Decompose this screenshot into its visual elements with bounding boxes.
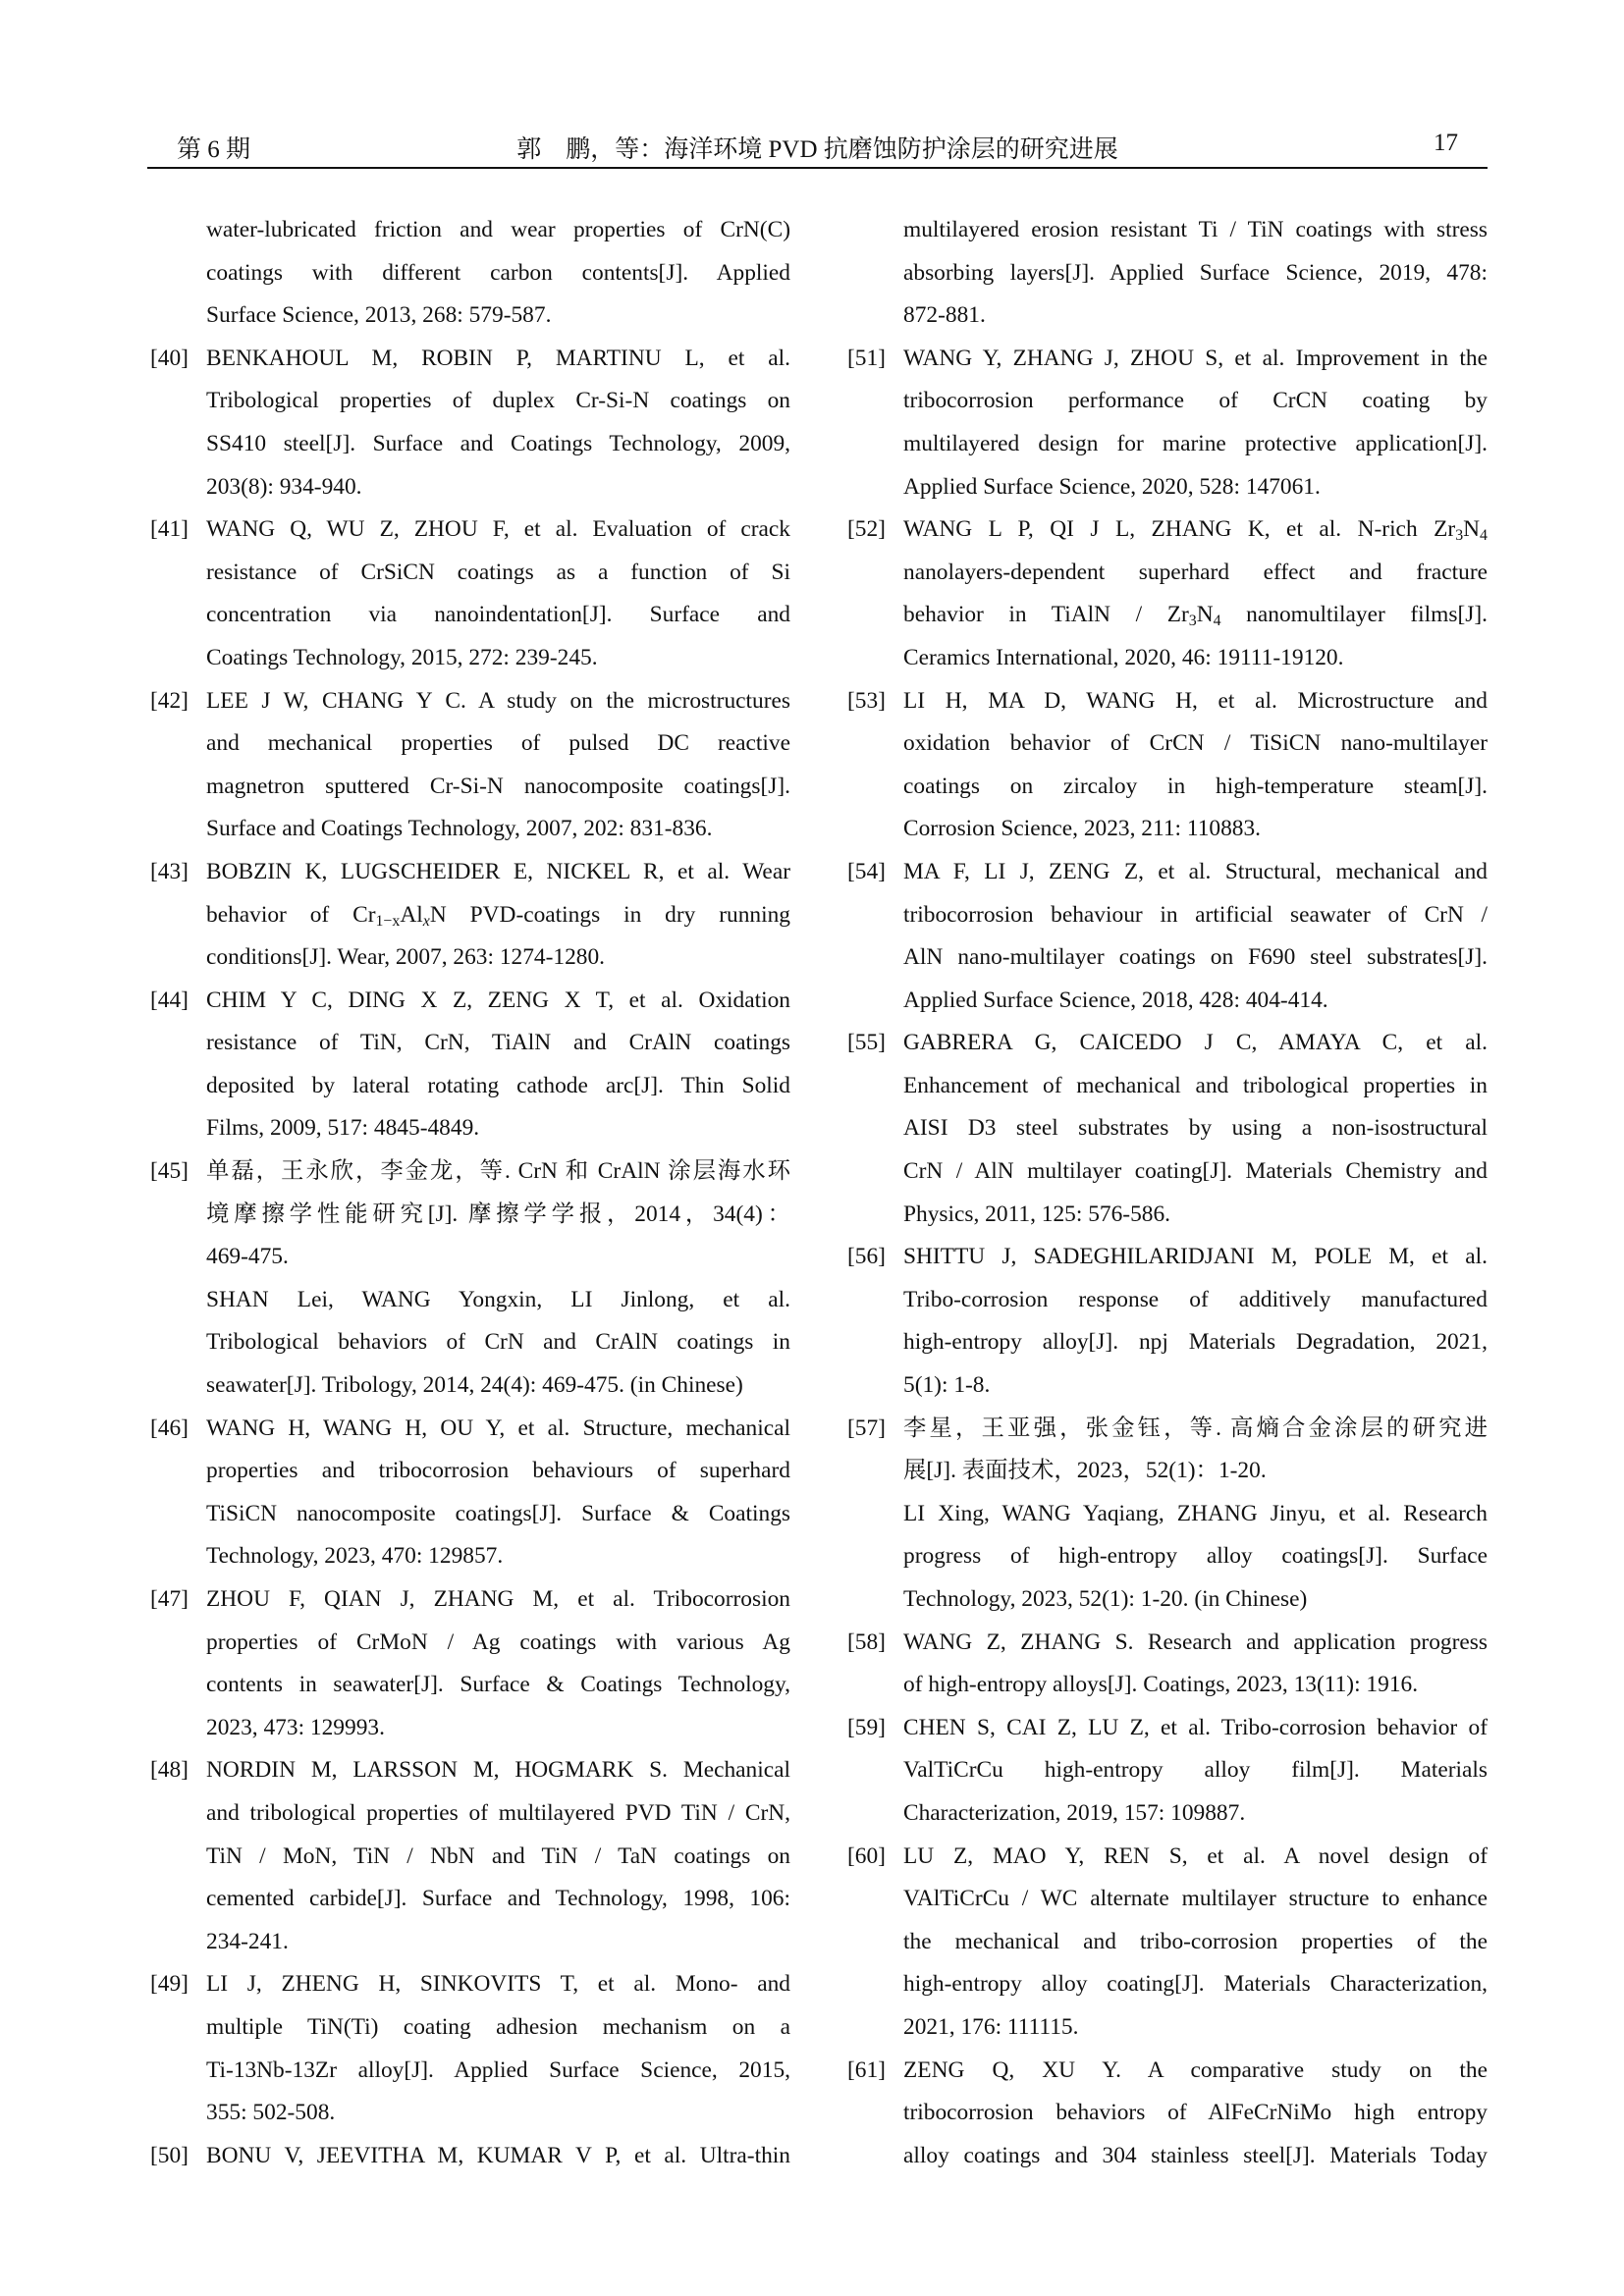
reference-number: [58] <box>847 1629 886 1655</box>
page-number: 17 <box>1434 130 1458 156</box>
reference-line: TiN / MoN, TiN / NbN and TiN / TaN coatings on <box>206 1842 790 1869</box>
reference-line: 2023, 473: 129993. <box>206 1714 385 1740</box>
reference-line: GABRERA G, CAICEDO J C, AMAYA C, et al. <box>903 1030 1488 1056</box>
reference-line: tribocorrosion behaviour in artificial seawater of CrN / <box>903 901 1488 928</box>
reference-line: resistance of CrSiCN coatings as a function of Si <box>206 559 790 585</box>
reference-number: [53] <box>847 687 886 714</box>
reference-40 <box>150 338 790 508</box>
reference-line: tribocorrosion performance of CrCN coating by <box>903 388 1488 414</box>
reference-line: WANG Z, ZHANG S. Research and application progress <box>903 1629 1488 1655</box>
reference-line: Films, 2009, 517: 4845-4849. <box>206 1115 480 1142</box>
reference-line: Characterization, 2019, 157: 109887. <box>903 1799 1246 1826</box>
reference-line: tribocorrosion behaviors of AlFeCrNiMo high entropy <box>903 2100 1488 2126</box>
reference-line: high-entropy alloy coating[J]. Materials Characterization, <box>903 1971 1488 1998</box>
reference-line: coatings with different carbon contents[J]. Applied <box>206 259 790 286</box>
reference-57 <box>847 1408 1488 1622</box>
reference-line: properties of CrMoN / Ag coatings with various Ag <box>206 1629 790 1655</box>
reference-line: 境摩擦学性能研究[J]. 摩擦学学报，2014，34(4)： <box>206 1201 790 1227</box>
reference-number: [42] <box>150 687 189 714</box>
reference-line: contents in seawater[J]. Surface & Coatings Technology, <box>206 1672 790 1698</box>
reference-line: Surface and Coatings Technology, 2007, 202: 831-836. <box>206 816 713 842</box>
reference-line: properties and tribocorrosion behaviours of superhard <box>206 1458 790 1484</box>
reference-line: behavior in TiAlN / $Zr_3N_4$ nanomultilayer films[J]. <box>903 602 1488 630</box>
reference-line: behavior of $Cr_{1-x}Al_xN$ PVD-coatings in dry running <box>206 901 790 930</box>
reference-39-continued <box>150 209 790 338</box>
reference-line: 展[J]. 表面技术，2023，52(1)：1-20. <box>903 1458 1267 1484</box>
reference-line: 355: 502-508. <box>206 2100 336 2126</box>
reference-line: and tribological properties of multilayered PVD TiN / CrN, <box>206 1799 790 1826</box>
reference-line: LI J, ZHENG H, SINKOVITS T, et al. Mono- and <box>206 1971 790 1998</box>
reference-53 <box>847 680 1488 851</box>
reference-line: high-entropy alloy[J]. npj Materials Degradation, 2021, <box>903 1329 1488 1356</box>
reference-line: water-lubricated friction and wear properties of CrN(C) <box>206 217 790 242</box>
reference-line: NORDIN M, LARSSON M, HOGMARK S. Mechanical <box>206 1757 790 1784</box>
reference-60 <box>847 1836 1488 2050</box>
reference-50-continued <box>847 209 1488 338</box>
right-column <box>847 209 1488 2177</box>
reference-line: Physics, 2011, 125: 576-586. <box>903 1201 1171 1227</box>
reference-line: BONU V, JEEVITHA M, KUMAR V P, et al. Ultra-thin <box>206 2142 790 2168</box>
reference-line: multilayered design for marine protective application[J]. <box>903 430 1488 456</box>
reference-line: TiSiCN nanocomposite coatings[J]. Surface & Coatings <box>206 1500 790 1526</box>
left-column <box>150 209 790 2177</box>
reference-line: BOBZIN K, LUGSCHEIDER E, NICKEL R, et al. Wear <box>206 858 790 884</box>
reference-59 <box>847 1707 1488 1836</box>
reference-line: AISI D3 steel substrates by using a non-isostructural <box>903 1115 1488 1142</box>
reference-line: oxidation behavior of CrCN / TiSiCN nano-multilayer <box>903 730 1488 757</box>
issue-label: 第 6 期 <box>177 136 251 163</box>
reference-line: Tribo-corrosion response of additively manufactured <box>903 1286 1488 1312</box>
reference-line: Applied Surface Science, 2018, 428: 404-414. <box>903 987 1328 1013</box>
reference-line: 李星，王亚强，张金钰，等. 高熵合金涂层的研究进 <box>903 1415 1488 1441</box>
reference-number: [60] <box>847 1842 886 1869</box>
reference-line: progress of high-entropy alloy coatings[J]. Surface <box>903 1543 1488 1570</box>
reference-line: and mechanical properties of pulsed DC reactive <box>206 730 790 757</box>
reference-line: MA F, LI J, ZENG Z, et al. Structural, mechanical and <box>903 858 1488 884</box>
reference-line: CrN / AlN multilayer coating[J]. Materials Chemistry and <box>903 1158 1488 1185</box>
header-rule <box>147 167 1488 169</box>
reference-number: [59] <box>847 1714 886 1740</box>
reference-line: Technology, 2023, 52(1): 1-20. (in Chinese) <box>903 1586 1308 1612</box>
reference-line: BENKAHOUL M, ROBIN P, MARTINU L, et al. <box>206 345 790 371</box>
reference-line: Technology, 2023, 470: 129857. <box>206 1543 504 1570</box>
reference-line: WANG L P, QI J L, ZHANG K, et al. N-rich $Zr_3N_4$ <box>903 516 1488 545</box>
reference-55 <box>847 1022 1488 1236</box>
reference-line: VAlTiCrCu / WC alternate multilayer structure to enhance <box>903 1886 1488 1912</box>
reference-number: [48] <box>150 1757 189 1784</box>
reference-56 <box>847 1236 1488 1407</box>
reference-41 <box>150 508 790 679</box>
reference-42 <box>150 680 790 851</box>
reference-line: Enhancement of mechanical and tribological properties in <box>903 1072 1488 1098</box>
reference-line: ValTiCrCu high-entropy alloy film[J]. Materials <box>903 1757 1488 1784</box>
reference-61 <box>847 2050 1488 2178</box>
reference-number: [61] <box>847 2056 886 2083</box>
reference-52 <box>847 508 1488 679</box>
reference-50 <box>150 2135 790 2178</box>
reference-line: ZHOU F, QIAN J, ZHANG M, et al. Tribocorrosion <box>206 1586 790 1612</box>
reference-44 <box>150 980 790 1150</box>
reference-line: AlN nano-multilayer coatings on F690 steel substrates[J]. <box>903 944 1488 971</box>
reference-43 <box>150 851 790 980</box>
reference-line: SHAN Lei, WANG Yongxin, LI Jinlong, et al. <box>206 1286 790 1312</box>
reference-line: Corrosion Science, 2023, 211: 110883. <box>903 816 1262 842</box>
reference-line: Tribological behaviors of CrN and CrAlN coatings in <box>206 1329 790 1356</box>
reference-number: [50] <box>150 2142 189 2168</box>
reference-line: 2021, 176: 111115. <box>903 2013 1079 2040</box>
reference-line: LU Z, MAO Y, REN S, et al. A novel design of <box>903 1842 1488 1869</box>
reference-49 <box>150 1963 790 2134</box>
reference-line: resistance of TiN, CrN, TiAlN and CrAlN coatings <box>206 1030 790 1056</box>
reference-51 <box>847 338 1488 508</box>
reference-line: the mechanical and tribo-corrosion properties of the <box>903 1928 1488 1954</box>
reference-line: Applied Surface Science, 2020, 528: 147061. <box>903 473 1321 500</box>
reference-line: 234-241. <box>206 1928 289 1954</box>
reference-line: deposited by lateral rotating cathode arc[J]. Thin Solid <box>206 1072 790 1098</box>
reference-number: [49] <box>150 1971 189 1998</box>
reference-line: SHITTU J, SADEGHILARIDJANI M, POLE M, et al. <box>903 1244 1488 1270</box>
reference-number: [45] <box>150 1158 189 1185</box>
reference-line: ZENG Q, XU Y. A comparative study on the <box>903 2056 1488 2083</box>
reference-line: Ti-13Nb-13Zr alloy[J]. Applied Surface Science, 2015, <box>206 2056 790 2083</box>
reference-line: cemented carbide[J]. Surface and Technology, 1998, 106: <box>206 1886 790 1912</box>
reference-line: 203(8): 934-940. <box>206 473 362 500</box>
reference-line: multilayered erosion resistant Ti / TiN coatings with stress <box>903 217 1488 242</box>
reference-line: WANG H, WANG H, OU Y, et al. Structure, mechanical <box>206 1415 790 1441</box>
running-title: 郭 鹏，等：海洋环境 PVD 抗磨蚀防护涂层的研究进展 <box>516 136 1118 163</box>
reference-48 <box>150 1749 790 1963</box>
reference-line: multiple TiN(Ti) coating adhesion mechanism on a <box>206 2013 790 2040</box>
reference-46 <box>150 1408 790 1578</box>
reference-number: [47] <box>150 1586 189 1612</box>
reference-line: alloy coatings and 304 stainless steel[J]. Materials Today <box>903 2142 1488 2168</box>
reference-number: [43] <box>150 858 189 884</box>
reference-number: [54] <box>847 858 886 884</box>
reference-line: absorbing layers[J]. Applied Surface Science, 2019, 478: <box>903 259 1488 286</box>
reference-line: CHEN S, CAI Z, LU Z, et al. Tribo-corrosion behavior of <box>903 1714 1488 1740</box>
reference-line: LI H, MA D, WANG H, et al. Microstructure and <box>903 687 1488 714</box>
reference-line: LI Xing, WANG Yaqiang, ZHANG Jinyu, et al. Research <box>903 1500 1488 1526</box>
reference-number: [41] <box>150 516 189 543</box>
reference-line: magnetron sputtered Cr-Si-N nanocomposite coatings[J]. <box>206 773 790 799</box>
reference-line: WANG Y, ZHANG J, ZHOU S, et al. Improvement in the <box>903 345 1488 371</box>
reference-line: 872-881. <box>903 302 986 329</box>
reference-line: SS410 steel[J]. Surface and Coatings Technology, 2009, <box>206 430 790 456</box>
reference-line: Surface Science, 2013, 268: 579-587. <box>206 302 552 329</box>
reference-line: CHIM Y C, DING X Z, ZENG X T, et al. Oxidation <box>206 987 790 1013</box>
reference-line: 5(1): 1-8. <box>903 1372 991 1399</box>
reference-line: LEE J W, CHANG Y C. A study on the microstructures <box>206 687 790 714</box>
reference-47 <box>150 1578 790 1749</box>
reference-number: [55] <box>847 1030 886 1056</box>
reference-45 <box>150 1150 790 1408</box>
reference-number: [46] <box>150 1415 189 1441</box>
reference-line: conditions[J]. Wear, 2007, 263: 1274-1280. <box>206 944 606 971</box>
running-header <box>147 128 1488 167</box>
reference-54 <box>847 851 1488 1022</box>
reference-line: WANG Q, WU Z, ZHOU F, et al. Evaluation of crack <box>206 516 790 543</box>
reference-line: coatings on zircaloy in high-temperature steam[J]. <box>903 773 1488 799</box>
reference-line: Coatings Technology, 2015, 272: 239-245. <box>206 644 598 670</box>
reference-line: Ceramics International, 2020, 46: 19111-19120. <box>903 644 1344 670</box>
reference-number: [51] <box>847 345 886 371</box>
reference-number: [40] <box>150 345 189 371</box>
reference-number: [57] <box>847 1415 886 1441</box>
reference-line: of high-entropy alloys[J]. Coatings, 2023, 13(11): 1916. <box>903 1672 1419 1698</box>
reference-58 <box>847 1622 1488 1707</box>
reference-line: 单磊，王永欣，李金龙，等. CrN 和 CrAlN 涂层海水环 <box>206 1158 790 1185</box>
reference-number: [52] <box>847 516 886 543</box>
reference-line: nanolayers-dependent superhard effect and fracture <box>903 559 1488 585</box>
reference-line: Tribological properties of duplex Cr-Si-N coatings on <box>206 388 790 414</box>
reference-number: [56] <box>847 1244 886 1270</box>
reference-number: [44] <box>150 987 189 1013</box>
reference-line: 469-475. <box>206 1244 289 1270</box>
reference-line: concentration via nanoindentation[J]. Surface and <box>206 602 790 628</box>
reference-line: seawater[J]. Tribology, 2014, 24(4): 469-475. (in Chinese) <box>206 1372 743 1399</box>
